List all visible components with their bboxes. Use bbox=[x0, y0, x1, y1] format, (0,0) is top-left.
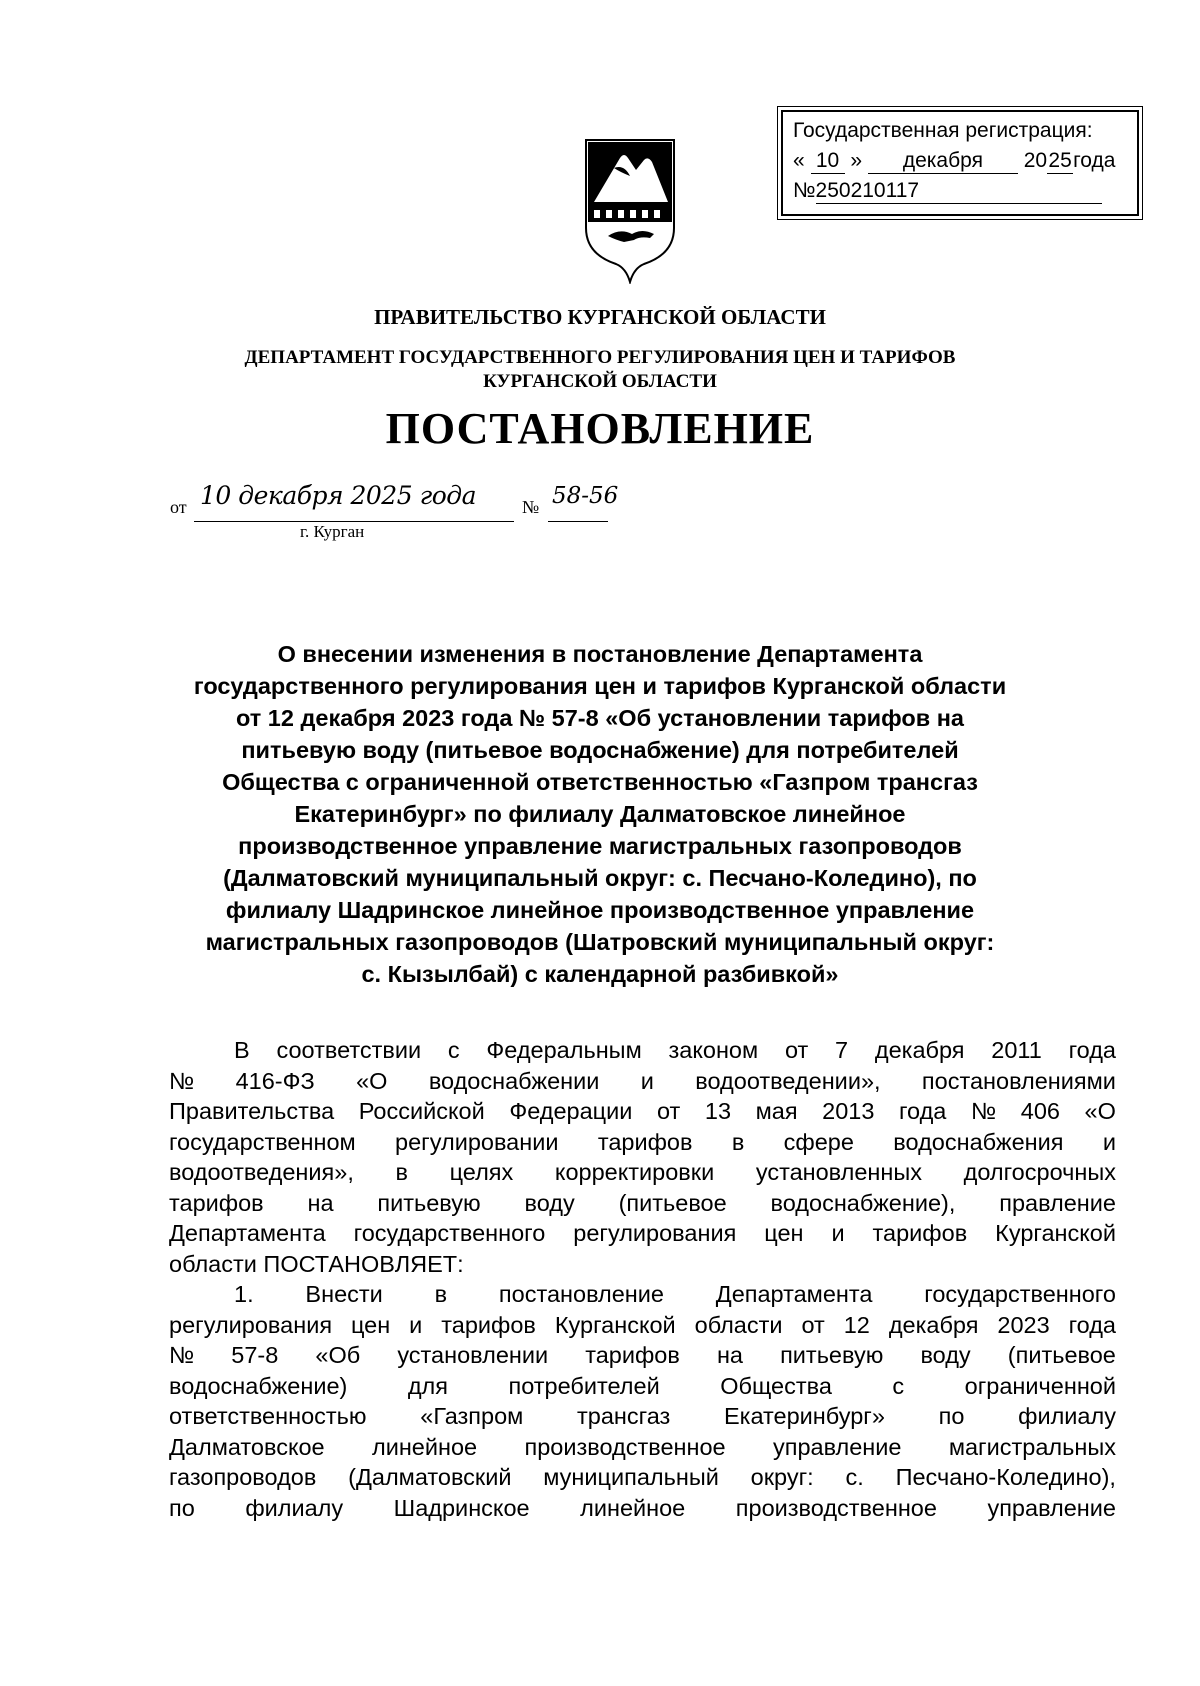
body-word: 12 bbox=[843, 1311, 870, 1338]
title-line: от 12 декабря 2023 года № 57-8 «Об установлении тарифов на bbox=[236, 705, 964, 731]
body-word: тарифов bbox=[441, 1311, 536, 1338]
body-word: 7 bbox=[835, 1037, 849, 1063]
body-word: округ: bbox=[750, 1464, 814, 1490]
body-word: и bbox=[831, 1220, 845, 1246]
registration-day-close: » bbox=[850, 149, 863, 172]
title-line: производственное управление магистральных газопроводов bbox=[238, 833, 962, 859]
body-word: «О bbox=[1084, 1098, 1116, 1124]
body-word: 416-ФЗ bbox=[235, 1067, 315, 1094]
body-line bbox=[169, 1127, 1116, 1158]
body-word: производственное bbox=[735, 1494, 937, 1521]
body-word: установлении bbox=[397, 1342, 549, 1368]
body-word: линейное bbox=[371, 1433, 478, 1460]
body-line bbox=[169, 1340, 1116, 1371]
body-word: «О bbox=[356, 1067, 388, 1094]
body-word: 13 bbox=[704, 1098, 732, 1124]
title-line: Общества с ограниченной ответственностью «Газпром трансгаз bbox=[222, 769, 978, 795]
body-word: 2013 bbox=[822, 1098, 875, 1124]
body-word: питьевую bbox=[780, 1342, 884, 1368]
body-word: водоотведения», bbox=[169, 1159, 354, 1185]
number-label: № bbox=[522, 497, 540, 517]
body-word: регулирования bbox=[169, 1311, 333, 1338]
title-line: питьевую воду (питьевое водоснабжение) для потребителей bbox=[241, 737, 959, 763]
registration-number-row bbox=[793, 176, 1129, 206]
body-word: (питьевое bbox=[618, 1189, 727, 1216]
body-line bbox=[169, 1035, 1116, 1066]
body-word: регулировании bbox=[395, 1128, 559, 1155]
department-title-line2: КУРГАНСКОЙ ОБЛАСТИ bbox=[483, 371, 717, 392]
body-word: по bbox=[938, 1403, 965, 1429]
body-word: от bbox=[801, 1311, 825, 1338]
document-date-row bbox=[170, 481, 650, 525]
handwritten-number: 58-56 bbox=[552, 483, 619, 509]
body-word: 1. bbox=[234, 1281, 254, 1307]
body-line bbox=[169, 1493, 1116, 1524]
body-word: года bbox=[898, 1098, 947, 1124]
body-word: Шадринское bbox=[393, 1494, 530, 1521]
registration-date bbox=[793, 146, 1129, 176]
body-word: питьевую bbox=[377, 1189, 481, 1216]
title-line: филиалу Шадринское линейное производственное управление bbox=[225, 897, 975, 923]
title-line: Екатеринбург» по филиалу Далматовское линейное bbox=[294, 801, 906, 827]
body-word: Департамента bbox=[169, 1220, 326, 1246]
body-word: Курганской bbox=[995, 1220, 1116, 1246]
body-word: Федеральным bbox=[486, 1037, 642, 1063]
body-word: Федерации bbox=[509, 1098, 633, 1124]
body-word: Курганской bbox=[554, 1311, 676, 1338]
body-word: производственное bbox=[524, 1433, 726, 1460]
body-word: постановление bbox=[498, 1281, 664, 1307]
body-word: водоотведении», bbox=[695, 1067, 881, 1094]
body-word: № bbox=[970, 1098, 997, 1124]
registration-year-prefix: 20 bbox=[1023, 149, 1048, 172]
document-body bbox=[169, 1035, 1116, 1523]
coat-of-arms-icon bbox=[580, 136, 680, 284]
body-word: и bbox=[409, 1311, 423, 1338]
body-word: Внести bbox=[305, 1281, 383, 1307]
registration-year-word: года bbox=[1073, 149, 1116, 172]
body-line bbox=[169, 1462, 1116, 1493]
body-word: (Далматовский bbox=[348, 1464, 512, 1490]
body-word: от bbox=[656, 1098, 681, 1124]
body-word: филиалу bbox=[1018, 1403, 1116, 1429]
body-word: управление bbox=[987, 1494, 1116, 1521]
body-word: в bbox=[434, 1281, 448, 1307]
body-word: Далматовское bbox=[169, 1433, 325, 1460]
body-word: Правительства bbox=[169, 1098, 335, 1124]
body-word: года bbox=[1068, 1311, 1116, 1338]
body-word: в bbox=[395, 1159, 408, 1185]
body-word: сфере bbox=[783, 1128, 854, 1155]
body-line bbox=[169, 1401, 1116, 1432]
city: г. Курган bbox=[300, 522, 365, 541]
body-word: года bbox=[1068, 1037, 1116, 1063]
body-word: № bbox=[169, 1342, 195, 1368]
body-word: области bbox=[694, 1311, 783, 1338]
body-word: трансгаз bbox=[577, 1403, 671, 1429]
body-word: магистральных bbox=[948, 1433, 1116, 1460]
body-word: Песчано-Коледино), bbox=[895, 1464, 1116, 1490]
body-word: муниципальный bbox=[543, 1464, 719, 1490]
body-word: декабря bbox=[888, 1311, 979, 1338]
body-word: потребителей bbox=[508, 1372, 660, 1399]
body-word: регулирования bbox=[573, 1220, 737, 1246]
body-word: на bbox=[716, 1342, 743, 1368]
body-word: ограниченной bbox=[964, 1372, 1116, 1399]
registration-year-suffix: 25 bbox=[1048, 149, 1072, 172]
body-line bbox=[169, 1310, 1116, 1341]
document-type: ПОСТАНОВЛЕНИЕ bbox=[385, 404, 815, 453]
body-line bbox=[169, 1157, 1116, 1188]
body-word: государственном bbox=[169, 1128, 356, 1155]
body-word: «Газпром bbox=[420, 1403, 524, 1429]
body-word: для bbox=[407, 1372, 448, 1399]
registration-day: 10 bbox=[811, 149, 845, 174]
body-word: корректировки bbox=[554, 1159, 715, 1185]
body-word: 406 bbox=[1020, 1098, 1060, 1124]
department-title bbox=[0, 346, 1200, 394]
body-word: воду bbox=[920, 1342, 971, 1368]
body-line bbox=[169, 1279, 1116, 1310]
registration-number-sign: № bbox=[793, 179, 816, 202]
body-word: декабря bbox=[874, 1037, 965, 1063]
body-word: воду bbox=[524, 1189, 575, 1216]
body-line: области ПОСТАНОВЛЯЕТ: bbox=[169, 1250, 464, 1277]
body-word: тарифов bbox=[597, 1128, 693, 1155]
registration-label: Государственная регистрация: bbox=[793, 119, 1093, 142]
body-word: (питьевое bbox=[1007, 1342, 1116, 1368]
title-line: О внесении изменения в постановление Департамента bbox=[277, 641, 923, 667]
handwritten-date: 10 декабря 2025 года bbox=[200, 481, 476, 510]
body-word: тарифов bbox=[872, 1220, 968, 1246]
date-from-label: от bbox=[170, 497, 187, 517]
body-word: газопроводов bbox=[169, 1464, 317, 1490]
body-word: Екатеринбург» bbox=[724, 1403, 885, 1429]
title-line: (Далматовский муниципальный округ: с. Песчано-Коледино), по bbox=[223, 865, 977, 891]
title-line: государственного регулирования цен и тарифов Курганской области bbox=[193, 673, 1007, 699]
body-word: установленных bbox=[755, 1159, 923, 1185]
body-word: водоснабжении bbox=[428, 1067, 600, 1094]
title-line: магистральных газопроводов (Шатровский муниципальный округ: bbox=[205, 929, 995, 955]
body-word: тарифов bbox=[585, 1342, 680, 1368]
body-word: законом bbox=[668, 1037, 759, 1063]
body-line bbox=[169, 1066, 1116, 1097]
body-word: В bbox=[234, 1037, 250, 1063]
body-word: от bbox=[784, 1037, 809, 1063]
body-word: государственного bbox=[924, 1281, 1116, 1307]
body-word: цен bbox=[350, 1311, 391, 1338]
body-word: долгосрочных bbox=[963, 1159, 1116, 1185]
registration-stamp bbox=[781, 110, 1139, 216]
body-word: правление bbox=[999, 1189, 1116, 1216]
registration-day-open: « bbox=[793, 149, 805, 172]
body-word: с bbox=[892, 1372, 905, 1399]
body-word: Департамента bbox=[715, 1281, 873, 1307]
body-line bbox=[169, 1371, 1116, 1402]
body-word: линейное bbox=[580, 1494, 686, 1521]
body-word: цен bbox=[764, 1220, 804, 1246]
body-word: в bbox=[731, 1128, 745, 1155]
body-word: водоснабжения bbox=[893, 1128, 1064, 1155]
body-word: целях bbox=[449, 1159, 514, 1185]
title-line: с. Кызылбай) с календарной разбивкой» bbox=[361, 961, 839, 987]
body-word: на bbox=[307, 1189, 334, 1216]
body-word: филиалу bbox=[245, 1494, 344, 1521]
body-line bbox=[169, 1218, 1116, 1249]
body-word: соответствии bbox=[276, 1037, 422, 1063]
body-word: тарифов bbox=[169, 1189, 264, 1216]
body-word: по bbox=[169, 1494, 195, 1521]
registration-month: декабря bbox=[868, 149, 1018, 174]
body-word: ответственностью bbox=[169, 1403, 367, 1429]
body-word: и bbox=[1102, 1128, 1116, 1155]
registration-number: 250210117 bbox=[816, 179, 1102, 204]
body-word: 2023 bbox=[997, 1311, 1050, 1338]
body-word: постановлениями bbox=[921, 1067, 1116, 1094]
body-word: «Об bbox=[315, 1342, 361, 1368]
government-title: ПРАВИТЕЛЬСТВО КУРГАНСКОЙ ОБЛАСТИ bbox=[374, 305, 826, 329]
body-word: водоснабжение) bbox=[169, 1372, 348, 1399]
body-word: Общества bbox=[720, 1372, 832, 1399]
body-word: водоснабжение), bbox=[770, 1189, 956, 1216]
body-word: № bbox=[169, 1067, 195, 1094]
body-word: и bbox=[640, 1067, 654, 1094]
body-word: Российской bbox=[358, 1098, 485, 1124]
department-title-line1: ДЕПАРТАМЕНТ ГОСУДАРСТВЕННОГО РЕГУЛИРОВАНИЯ ЦЕН И ТАРИФОВ bbox=[244, 347, 956, 368]
body-line bbox=[169, 1188, 1116, 1219]
body-line bbox=[169, 1432, 1116, 1463]
body-word: с. bbox=[845, 1464, 864, 1490]
body-word: с bbox=[447, 1037, 460, 1063]
body-word: 57-8 bbox=[231, 1342, 279, 1368]
document-title bbox=[150, 638, 1050, 990]
body-word: 2011 bbox=[991, 1037, 1042, 1063]
body-word: управление bbox=[772, 1433, 902, 1460]
body-word: государственного bbox=[353, 1220, 546, 1246]
body-word: мая bbox=[755, 1098, 798, 1124]
body-line bbox=[169, 1096, 1116, 1127]
